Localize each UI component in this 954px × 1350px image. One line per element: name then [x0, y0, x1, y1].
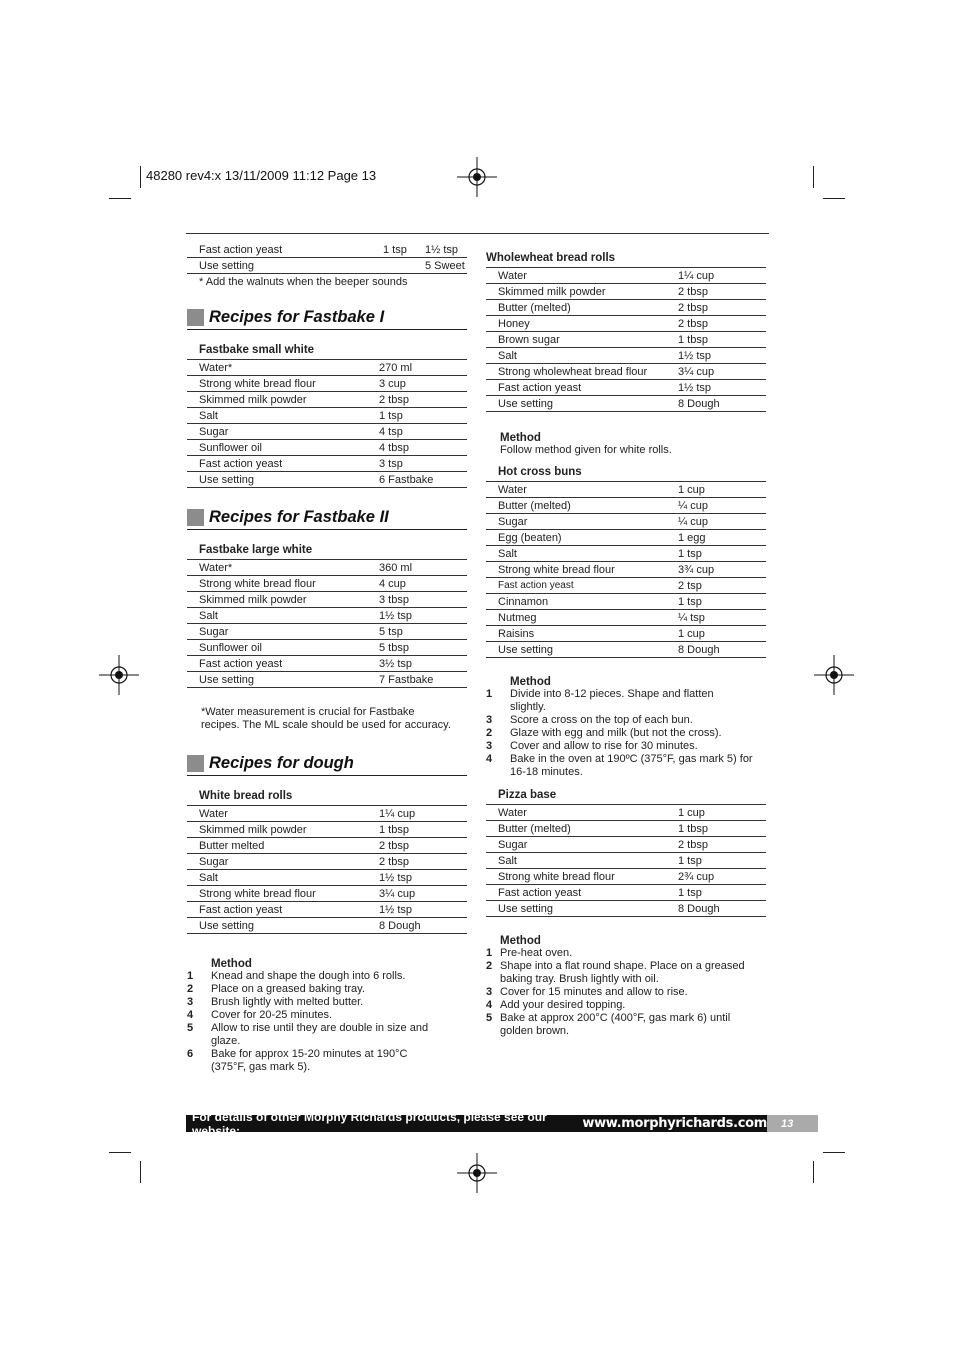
crop-mark — [813, 1161, 814, 1183]
table-row: Use setting 8 Dough — [486, 642, 766, 658]
table-row: Sugar 5 tsp — [187, 624, 467, 640]
footer-bar — [186, 1109, 818, 1138]
crop-mark — [140, 1161, 141, 1183]
section-heading-fastbake-1: Recipes for Fastbake I — [187, 308, 467, 330]
list-item: 4 Add your desired topping. — [486, 999, 626, 1011]
heading-square-icon — [187, 309, 204, 326]
table-row: Salt 1 tsp — [486, 853, 766, 869]
white-bread-rolls-table — [187, 806, 467, 934]
method-steps — [187, 970, 467, 1074]
heading-square-icon — [187, 509, 204, 526]
fastbake-small-white-table — [187, 360, 467, 488]
water-note: *Water measurement is crucial for Fastbake recipes. The ML scale should be used for accuracy. — [201, 706, 451, 731]
table-row: Salt 1 tsp — [187, 408, 467, 424]
table-row: Butter melted 2 tbsp — [187, 838, 467, 854]
table-title: Wholewheat bread rolls — [486, 252, 766, 268]
table-row: Fast action yeast 1 tsp — [486, 885, 766, 901]
table-row: Salt 1½ tsp — [187, 608, 467, 624]
footer-text-bar — [186, 1109, 767, 1138]
table-row: Use setting 8 Dough — [486, 901, 766, 917]
top-rule — [186, 233, 769, 234]
section-heading-dough: Recipes for dough — [187, 754, 467, 776]
table-row: Brown sugar 1 tbsp — [486, 332, 766, 348]
table-row: Strong white bread flour 2¾ cup — [486, 869, 766, 885]
table-row: Cinnamon 1 tsp — [486, 594, 766, 610]
list-item: 2 Shape into a flat round shape. Place on a greased baking tray. Brush lightly with oil. — [486, 960, 745, 985]
list-item: 2 Place on a greased baking tray. — [187, 983, 365, 995]
table-row: Sunflower oil 4 tbsp — [187, 440, 467, 456]
table-row: Sugar 4 tsp — [187, 424, 467, 440]
table-row: Use setting 7 Fastbake — [187, 672, 467, 688]
table-row: Use setting 8 Dough — [187, 918, 467, 934]
list-item: 3 Brush lightly with melted butter. — [187, 996, 364, 1008]
table-row: Water* 360 ml — [187, 560, 467, 576]
table-row: Raisins 1 cup — [486, 626, 766, 642]
table-row: Fast action yeast 1½ tsp — [187, 902, 467, 918]
table-row: Fast action yeast 3½ tsp — [187, 656, 467, 672]
table-row: Strong white bread flour 4 cup — [187, 576, 467, 592]
registration-mark-icon — [457, 157, 497, 197]
table-row: Water 1 cup — [486, 805, 766, 821]
registration-mark-icon — [814, 655, 854, 695]
crop-mark — [813, 166, 814, 188]
footnote: * Add the walnuts when the beeper sounds — [199, 276, 408, 288]
table-title: Pizza base — [486, 789, 766, 805]
table-row: Fast action yeast 1½ tsp — [486, 380, 766, 396]
table-row: Salt 1½ tsp — [486, 348, 766, 364]
table-row: Salt 1 tsp — [486, 546, 766, 562]
table-title: Hot cross buns — [486, 466, 766, 482]
table-row: Use setting 5 Sweet — [187, 258, 467, 274]
list-item: 2 Glaze with egg and milk (but not the cross). — [486, 727, 722, 739]
method-steps — [486, 688, 766, 779]
print-slug: 48280 rev4:x 13/11/2009 11:12 Page 13 — [146, 168, 377, 183]
table-row: Water 1¼ cup — [486, 268, 766, 284]
table-row: Fast action yeast 1 tsp 1½ tsp — [187, 242, 467, 258]
table-row: Sugar ¼ cup — [486, 514, 766, 530]
wholewheat-rolls-table — [486, 268, 766, 412]
list-item: 1 Divide into 8-12 pieces. Shape and flatten slightly. — [486, 688, 714, 713]
table-row: Strong wholewheat bread flour 3¼ cup — [486, 364, 766, 380]
wholewheat-method: Method Follow method given for white rolls. — [500, 432, 672, 456]
crop-mark — [140, 166, 141, 188]
table-row: Butter (melted) ¼ cup — [486, 498, 766, 514]
table-row: Use setting 8 Dough — [486, 396, 766, 412]
table-row: Skimmed milk powder 1 tbsp — [187, 822, 467, 838]
table-row: Use setting 6 Fastbake — [187, 472, 467, 488]
table-row: Strong white bread flour 3 cup — [187, 376, 467, 392]
list-item: 3 Cover and allow to rise for 30 minutes. — [486, 740, 698, 752]
list-item: 6 Bake for approx 15-20 minutes at 190°C (375°F, gas mark 5). — [187, 1048, 408, 1073]
table-row: Water 1 cup — [486, 482, 766, 498]
white-rolls-method: Method 1 Knead and shape the dough into 6 rolls. 2 Place on a greased baking tray. 3 Brush lightly with melted butter. 4 Cover for 20-25 minutes. 5 Allow to rise until they are double in size and glaze. 6 Bake for approx 15-20 minutes at 190°C (375°F, gas mark 5). — [187, 958, 467, 1074]
table-title: Fastbake large white — [187, 544, 467, 560]
table-title: White bread rolls — [187, 790, 467, 806]
heading-square-icon — [187, 755, 204, 772]
list-item: 4 Cover for 20-25 minutes. — [187, 1009, 333, 1021]
table-row: Sugar 2 tbsp — [187, 854, 467, 870]
table-row: Strong white bread flour 3¾ cup — [486, 562, 766, 578]
list-item: 5 Allow to rise until they are double in size and glaze. — [187, 1022, 429, 1047]
table-row: Salt 1½ tsp — [187, 870, 467, 886]
list-item: 3 Score a cross on the top of each bun. — [486, 714, 693, 726]
table-row: Sunflower oil 5 tbsp — [187, 640, 467, 656]
table-row: Water 1¼ cup — [187, 806, 467, 822]
list-item: 3 Cover for 15 minutes and allow to rise. — [486, 986, 688, 998]
right-column — [486, 252, 766, 1038]
crop-mark — [109, 198, 131, 199]
method-steps — [486, 947, 766, 1038]
hot-cross-buns-method: Method 1 Divide into 8-12 pieces. Shape and flatten slightly. 3 Score a cross on the top of each bun. 2 Glaze with egg and milk (but not the cross). 3 Cover and allow to rise for 30 minutes. 4 Bake in the oven at 190ºC (375°F, gas mark 5) for 16-18 minutes. — [486, 676, 766, 779]
list-item: 1 Pre-heat oven. — [486, 947, 573, 959]
table-row: Butter (melted) 2 tbsp — [486, 300, 766, 316]
footer-text: For details of other Morphy Richards products, please see our website: — [192, 1109, 547, 1138]
page-number: 13 — [767, 1115, 818, 1132]
table-row: Egg (beaten) 1 egg — [486, 530, 766, 546]
list-item: 5 Bake at approx 200°C (400°F, gas mark 6) until golden brown. — [486, 1012, 731, 1037]
walnut-bread-table-end — [187, 242, 467, 274]
crop-mark — [823, 198, 845, 199]
left-column — [187, 242, 467, 1074]
list-item: 4 Bake in the oven at 190ºC (375°F, gas mark 5) for 16-18 minutes. — [486, 753, 753, 778]
registration-mark-icon — [457, 1153, 497, 1193]
crop-mark — [823, 1152, 845, 1153]
table-row: Honey 2 tbsp — [486, 316, 766, 332]
crop-mark — [109, 1152, 131, 1153]
hot-cross-buns-table — [486, 482, 766, 658]
list-item: 1 Knead and shape the dough into 6 rolls. — [187, 970, 406, 982]
pizza-method: Method 1 Pre-heat oven. 2 Shape into a flat round shape. Place on a greased baking tray. Brush lightly with oil. 3 Cover for 15 minutes and allow to rise. 4 Add your desired topping. 5 Bake at approx 200°C (400°F, gas mark 6) until golden brown. — [486, 935, 766, 1038]
website-link[interactable]: www.morphyrichards.com — [582, 1116, 767, 1131]
table-row: Sugar 2 tbsp — [486, 837, 766, 853]
table-row: Skimmed milk powder 2 tbsp — [486, 284, 766, 300]
registration-mark-icon — [99, 655, 139, 695]
table-row: Nutmeg ¼ tsp — [486, 610, 766, 626]
table-row: Water* 270 ml — [187, 360, 467, 376]
table-row: Fast action yeast 3 tsp — [187, 456, 467, 472]
fastbake-large-white-table — [187, 560, 467, 688]
table-row: Skimmed milk powder 2 tbsp — [187, 392, 467, 408]
table-row: Skimmed milk powder 3 tbsp — [187, 592, 467, 608]
table-row: Butter (melted) 1 tbsp — [486, 821, 766, 837]
table-row: Strong white bread flour 3¼ cup — [187, 886, 467, 902]
pizza-base-table — [486, 805, 766, 917]
table-title: Fastbake small white — [187, 344, 467, 360]
table-row: Fast action yeast 2 tsp — [486, 578, 766, 594]
section-heading-fastbake-2: Recipes for Fastbake II — [187, 508, 467, 530]
